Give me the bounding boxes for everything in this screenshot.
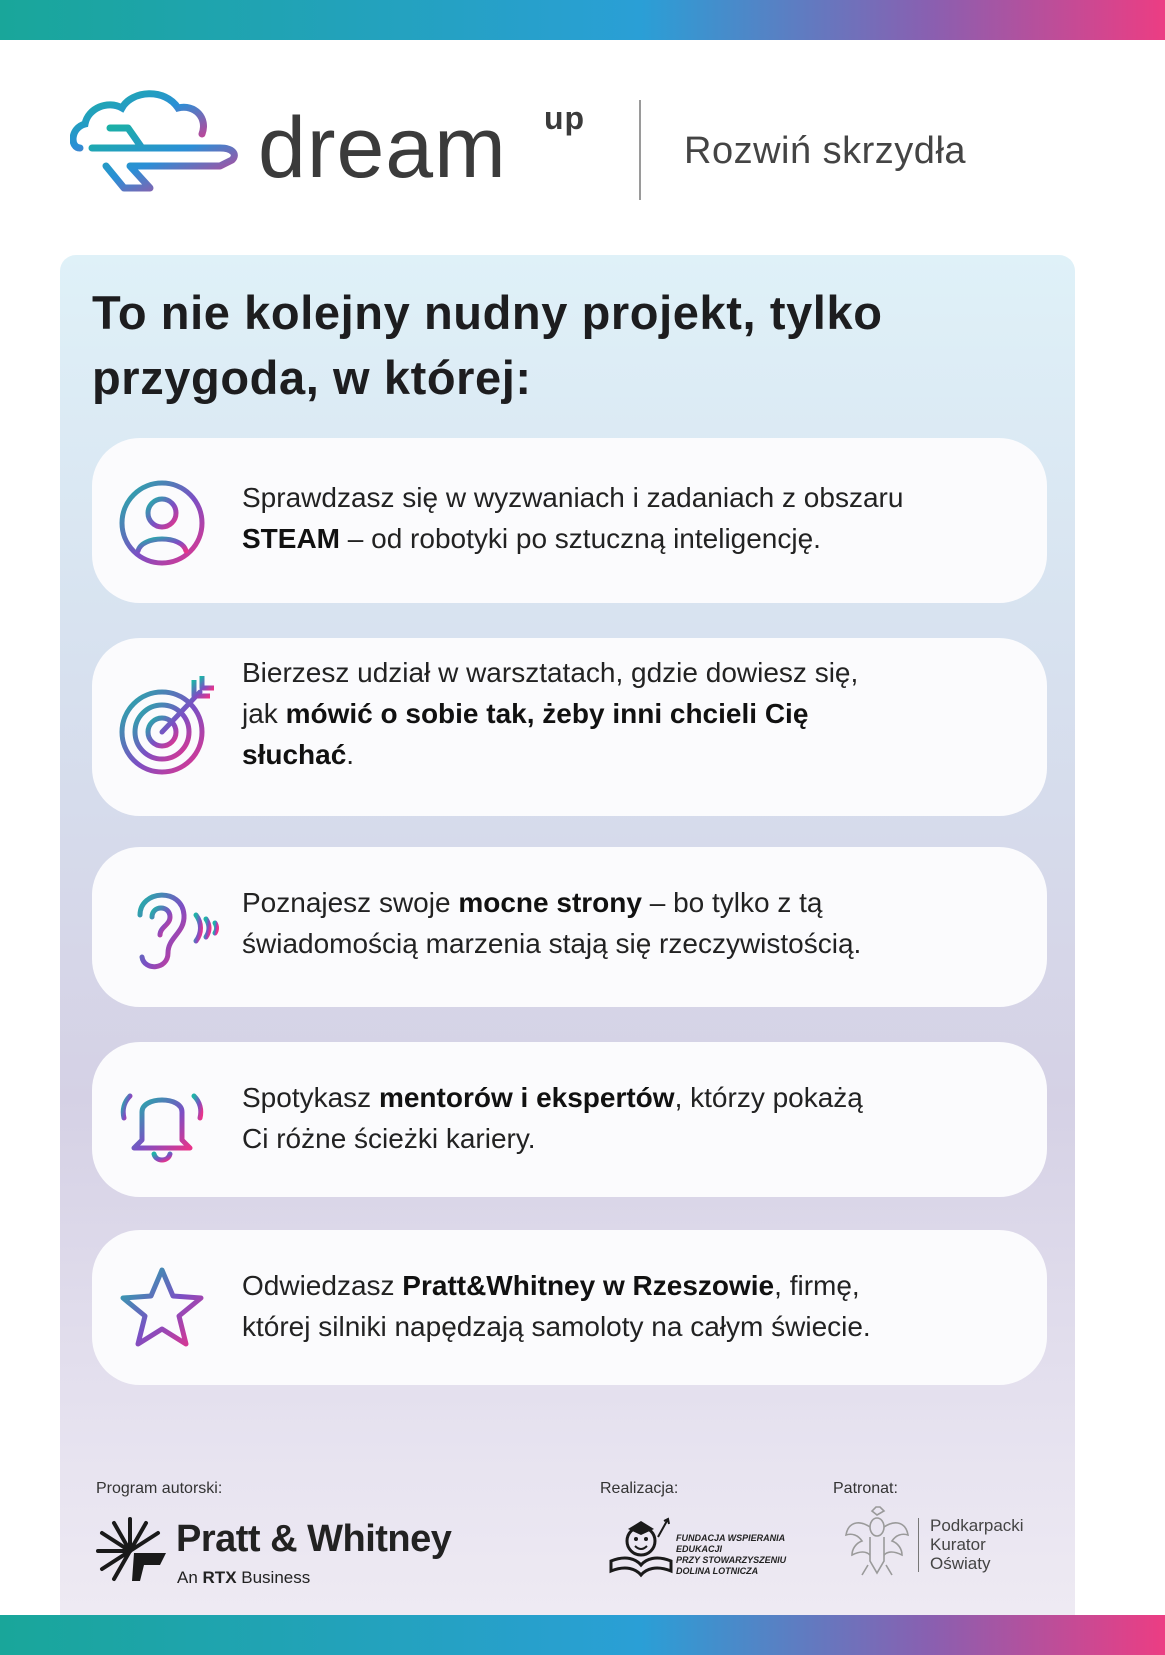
feature-card-mentors bbox=[92, 1042, 1047, 1197]
card-line: Spotykasz bbox=[242, 1082, 379, 1113]
header bbox=[70, 88, 1030, 208]
cloud-plane-logo-icon bbox=[70, 88, 240, 203]
feature-card-visit bbox=[92, 1230, 1047, 1385]
fundacja-text bbox=[676, 1533, 826, 1577]
card-line: Ci różne ścieżki kariery. bbox=[242, 1123, 536, 1154]
kurator-line: Kurator bbox=[930, 1535, 986, 1554]
title-line-2: przygoda, w której: bbox=[92, 351, 532, 404]
card-line: Sprawdzasz się w wyzwaniach i zadaniach z obszaru bbox=[242, 482, 904, 513]
brand-superscript: up bbox=[544, 100, 586, 136]
card-bold: słuchać bbox=[242, 739, 347, 770]
kurator-line: Oświaty bbox=[930, 1554, 991, 1573]
card-line: Poznajesz swoje bbox=[242, 887, 459, 918]
card-line: . bbox=[346, 739, 355, 770]
realizacja-label: Realizacja: bbox=[600, 1480, 679, 1497]
card-text bbox=[242, 1077, 1017, 1159]
card-line: jak bbox=[242, 698, 286, 729]
feature-card-workshops bbox=[92, 638, 1047, 816]
card-line: Odwiedzasz bbox=[242, 1270, 403, 1301]
fund-line: FUNDACJA WSPIERANIA EDUKACJI bbox=[676, 1533, 785, 1554]
kurator-text bbox=[930, 1516, 1024, 1573]
pw-sub-bold: RTX bbox=[202, 1568, 237, 1587]
pratt-whitney-name: Pratt & Whitney bbox=[176, 1518, 452, 1560]
kurator-divider bbox=[918, 1518, 919, 1572]
person-icon bbox=[112, 473, 212, 573]
card-line: – od robotyki po sztuczną inteligencję. bbox=[340, 523, 821, 554]
card-line: , firmę, bbox=[774, 1270, 860, 1301]
bottom-gradient-stripe bbox=[0, 1615, 1165, 1655]
pratt-whitney-eagle-icon bbox=[94, 1515, 172, 1585]
page-title bbox=[92, 280, 1042, 410]
card-bold: mówić o sobie tak, żeby inni chcieli Cię bbox=[285, 698, 809, 729]
kurator-line: Podkarpacki bbox=[930, 1516, 1024, 1535]
polish-eagle-emblem-icon bbox=[842, 1505, 912, 1580]
feature-card-strengths bbox=[92, 847, 1047, 1007]
card-line: Bierzesz udział w warsztatach, gdzie dowiesz się, bbox=[242, 657, 859, 688]
pw-sub-text: Business bbox=[236, 1568, 311, 1587]
pw-sub-text: An bbox=[177, 1568, 203, 1587]
card-line: świadomością marzenia stają się rzeczywistością. bbox=[242, 928, 862, 959]
card-text bbox=[242, 477, 1017, 559]
card-bold: Pratt&Whitney w Rzeszowie bbox=[402, 1270, 775, 1301]
bell-icon bbox=[112, 1070, 212, 1170]
card-text bbox=[242, 882, 1017, 964]
card-text bbox=[242, 652, 1017, 775]
card-bold: STEAM bbox=[242, 523, 340, 554]
card-line: , którzy pokażą bbox=[674, 1082, 863, 1113]
card-line: której silniki napędzają samoloty na całym świecie. bbox=[242, 1311, 871, 1342]
star-icon bbox=[112, 1258, 212, 1358]
top-gradient-stripe bbox=[0, 0, 1165, 40]
pratt-whitney-sub bbox=[177, 1568, 310, 1588]
fund-line: DOLINA LOTNICZA bbox=[676, 1566, 759, 1576]
card-bold: mocne strony bbox=[458, 887, 642, 918]
target-icon bbox=[112, 670, 217, 780]
program-label: Program autorski: bbox=[96, 1480, 223, 1497]
fund-line: PRZY STOWARZYSZENIU bbox=[676, 1555, 787, 1565]
card-line: – bo tylko z tą bbox=[641, 887, 823, 918]
brand-name: dream bbox=[258, 100, 507, 196]
tagline: Rozwiń skrzydła bbox=[684, 130, 967, 172]
title-line-1: To nie kolejny nudny projekt, tylko bbox=[92, 286, 883, 339]
header-divider bbox=[639, 100, 641, 200]
card-bold: mentorów i ekspertów bbox=[378, 1082, 675, 1113]
patronat-label: Patronat: bbox=[833, 1480, 898, 1497]
card-text bbox=[242, 1265, 1017, 1347]
ear-icon bbox=[112, 875, 222, 980]
fundacja-mascot-logo-icon bbox=[606, 1515, 676, 1580]
feature-card-steam bbox=[92, 438, 1047, 603]
